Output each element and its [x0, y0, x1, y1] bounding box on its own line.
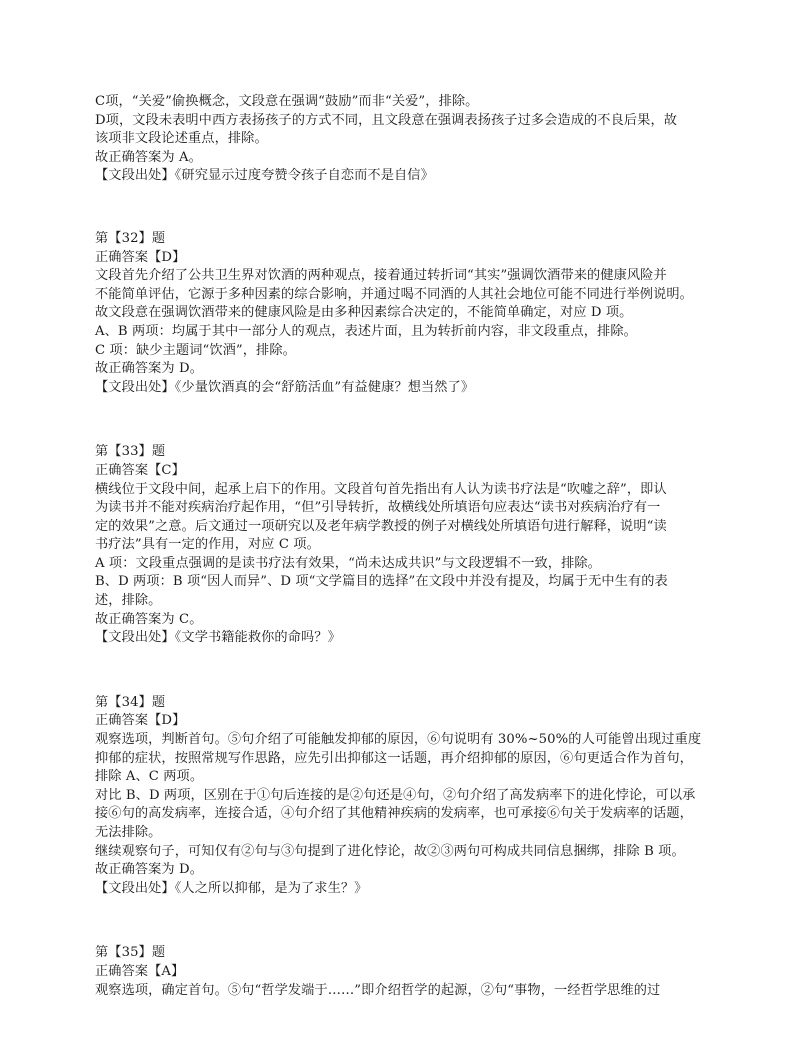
- document-page: [95, 93, 725, 1046]
- text-line: D项，文段未表明中西方表扬孩子的方式不同，且文段意在强调表扬孩子过多会造成的不良后果，故: [95, 112, 678, 128]
- text-line: 故正确答案为 D。: [95, 361, 203, 377]
- text-line: 抑郁的症状，按照常规写作思路，应先引出抑郁这一话题，再介绍抑郁的原因，⑥句更适合作为首句，: [95, 750, 693, 766]
- question-number: 第【34】题: [95, 694, 166, 710]
- text-line: 无法排除。: [95, 825, 162, 840]
- answer-block-32: [95, 230, 725, 397]
- text-line: 不能简单评估，它源于多种因素的综合影响，并通过喝不同酒的人其社会地位可能不同进行举例说明。: [95, 286, 693, 302]
- text-line: C项，“关爱”偷换概念，文段意在强调“鼓励”而非“关爱”，排除。: [95, 94, 479, 109]
- text-line: 书疗法”具有一定的作用，对应 C 项。: [95, 537, 320, 553]
- text-line: 故文段意在强调饮酒带来的健康风险是由多种因素综合决定的，不能简单确定，对应 D 项。: [95, 305, 633, 321]
- text-line: A 项：文段重点强调的是读书疗法有效果，“尚未达成共识”与文段逻辑不一致，排除。: [95, 555, 601, 571]
- text-line: 故正确答案为 A。: [95, 149, 202, 165]
- text-line: 接⑥句的高发病率，连接合适，④句介绍了其他精神疾病的发病率，也可承接⑥句关于发病率的话题，: [95, 806, 693, 822]
- text-line: 定的效果”之意。后文通过一项研究以及老年病学教授的例子对横线处所填语句进行解释，说明“读: [95, 518, 667, 534]
- text-line: 故正确答案为 D。: [95, 862, 203, 878]
- text-line: 继续观察句子，可知仅有②句与③句提到了进化悖论，故②③两句可构成共同信息捆绑，排除 B 项。: [95, 843, 685, 859]
- text-line: C 项：缺少主题词“饮酒”，排除。: [95, 342, 296, 358]
- correct-answer: 正确答案【A】: [95, 963, 185, 979]
- correct-answer: 正确答案【C】: [95, 462, 185, 478]
- correct-answer: 正确答案【D】: [95, 249, 186, 265]
- text-line: 述，排除。: [95, 593, 162, 609]
- question-number: 第【33】题: [95, 444, 166, 460]
- question-number: 第【32】题: [95, 230, 166, 246]
- text-line: 观察选项，判断首句。⑤句介绍了可能触发抑郁的原因，⑥句说明有 30%~50%的人可能曾出现过重度: [95, 732, 702, 748]
- text-line: 文段首先介绍了公共卫生界对饮酒的两种观点，接着通过转折词“其实”强调饮酒带来的健康风险并: [95, 268, 667, 284]
- answer-block-35: [95, 944, 725, 1000]
- question-number: 第【35】题: [95, 945, 166, 961]
- text-line: 观察选项，确定首句。⑤句“哲学发端于……”即介绍哲学的起源，②句“事物，一经哲学思维的过: [95, 982, 661, 998]
- source-line: 【文段出处】《少量饮酒真的会“舒筋活血”有益健康？想当然了》: [95, 379, 475, 395]
- source-line: 【文段出处】《人之所以抑郁，是为了求生？》: [95, 880, 368, 896]
- text-line: A、B 两项：均属于其中一部分人的观点，表述片面，且为转折前内容，非文段重点，排除。: [95, 323, 637, 339]
- text-line: 为读书并不能对疾病治疗起作用，“但”引导转折，故横线处所填语句应表达“读书对疾病治疗有一: [95, 500, 661, 516]
- text-line: 对比 B、D 两项，区别在于①句后连接的是②句还是④句，②句介绍了高发病率下的进化悖论，可以承: [95, 787, 696, 803]
- text-line: 该项非文段论述重点，排除。: [95, 131, 268, 147]
- answer-block-31-tail: [95, 93, 725, 186]
- text-line: 排除 A、C 两项。: [95, 769, 204, 785]
- text-line: 横线位于文段中间，起承上启下的作用。文段首句首先指出有人认为读书疗法是“吹嘘之辞”，即认: [95, 481, 667, 497]
- answer-block-33: [95, 443, 725, 648]
- source-line: 【文段出处】《文学书籍能救你的命吗？》: [95, 630, 341, 646]
- source-line: 【文段出处】《研究显示过度夸赞令孩子自恋而不是自信》: [95, 168, 434, 184]
- text-line: B、D 两项：B 项“因人而异”、D 项“文学篇目的选择”在文段中并没有提及，均属于无中生有的表: [95, 574, 668, 590]
- correct-answer: 正确答案【D】: [95, 713, 186, 729]
- text-line: 故正确答案为 C。: [95, 611, 203, 627]
- answer-block-34: [95, 694, 725, 899]
